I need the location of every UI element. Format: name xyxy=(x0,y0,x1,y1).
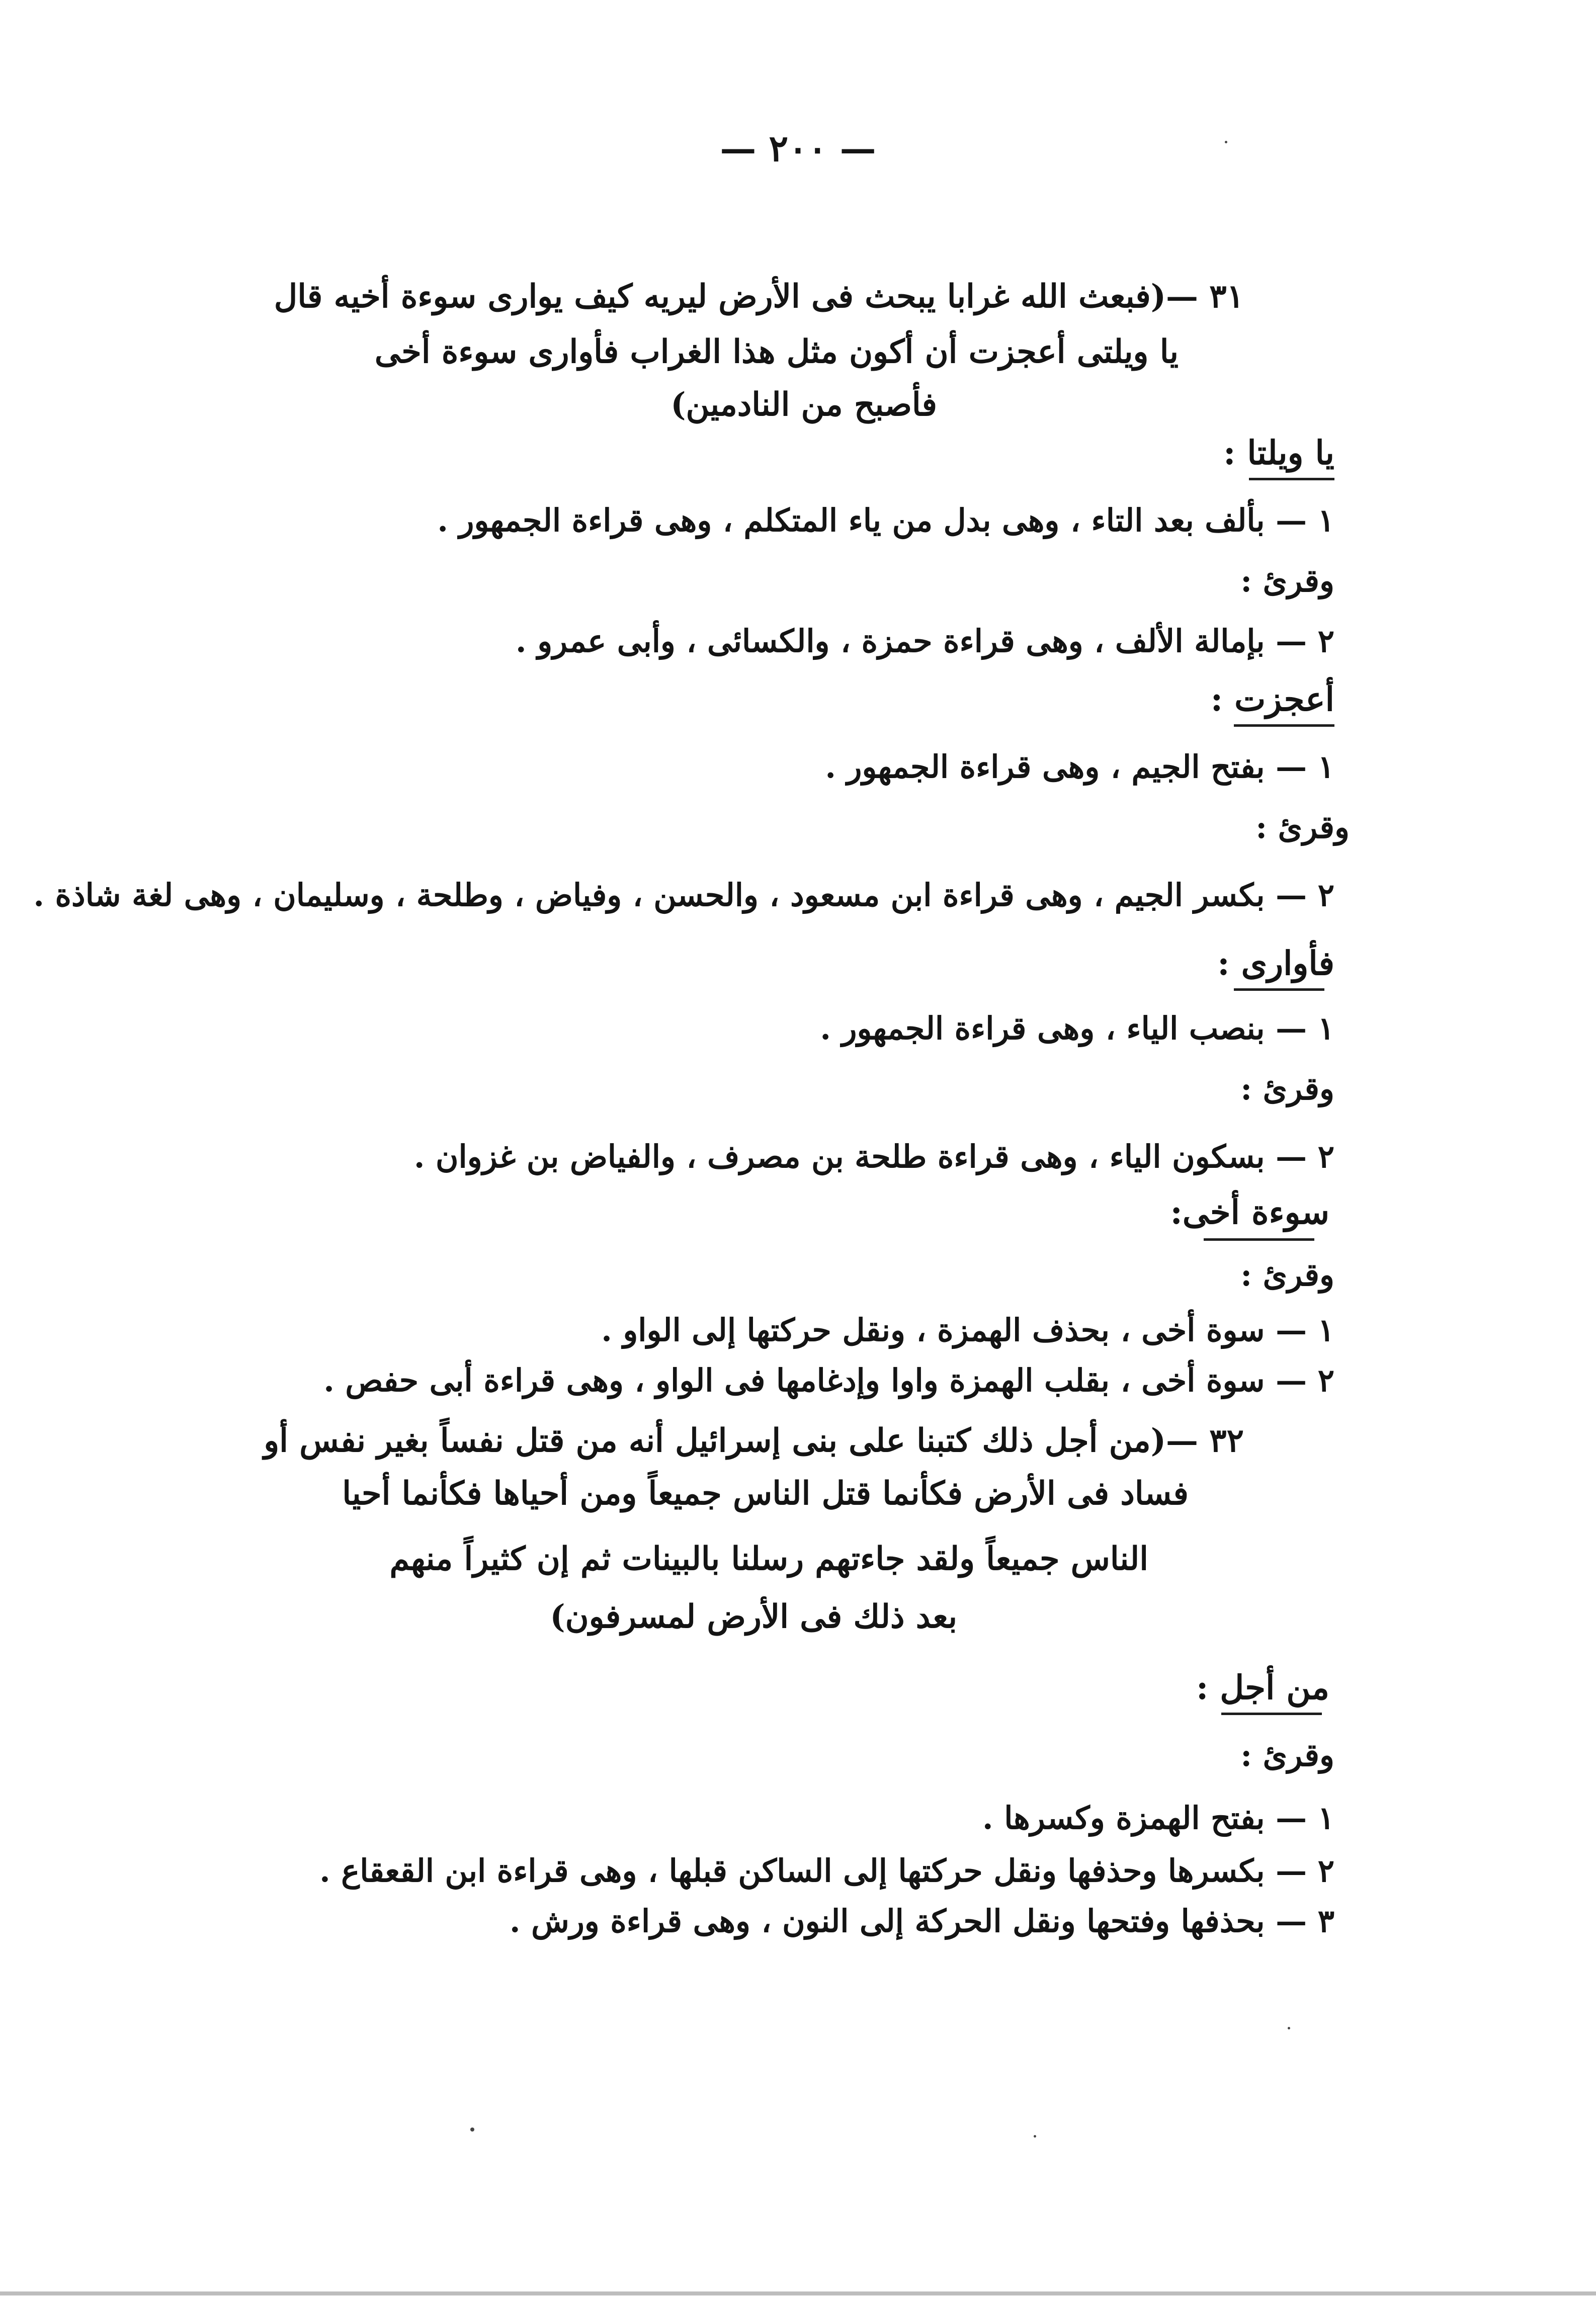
heading-underline xyxy=(1234,988,1324,991)
scan-speck xyxy=(1225,141,1227,143)
qurie-label: وقرئ : xyxy=(1240,562,1334,599)
heading-ajazt: أعجزت : xyxy=(1210,679,1334,719)
heading-underline xyxy=(1204,1238,1314,1241)
heading-min-ajl: من أجل : xyxy=(1196,1668,1329,1707)
verse-31-line-2: يا ويلتى أعجزت أن أكون مثل هذا الغراب فأوارى سوءة أخى xyxy=(374,333,1179,371)
verse-32-line-2: فساد فى الأرض فكأنما قتل الناس جميعاً ومن أحياها فكأنما أحيا xyxy=(342,1475,1189,1512)
qurie-label: وقرئ : xyxy=(1240,1070,1334,1107)
verse-31-line-1: ٣١ —(فبعث الله غرابا يبحث فى الأرض ليريه كيف يوارى سوءة أخيه قال xyxy=(274,278,1244,315)
qurie-label: وقرئ : xyxy=(1240,1737,1334,1773)
heading-underline xyxy=(1221,1713,1322,1715)
verse-32-line-3: الناس جميعاً ولقد جاءتهم رسلنا بالبينات ثم إن كثيراً منهم xyxy=(389,1540,1148,1578)
heading-ya-waylata: يا ويلتا : xyxy=(1223,433,1334,472)
note-line: ٢ — بإمالة الألف ، وهى قراءة حمزة ، والكسائى ، وأبى عمرو . xyxy=(516,623,1334,659)
qurie-label: وقرئ : xyxy=(1255,809,1350,845)
heading-saw-at-akhi: سوءة أخى: xyxy=(1170,1193,1329,1232)
heading-underline xyxy=(1234,724,1334,727)
page-number: — ٢٠٠ — xyxy=(720,127,876,169)
note-line: ٢ — بكسر الجيم ، وهى قراءة ابن مسعود ، والحسن ، وفياض ، وطلحة ، وسليمان ، وهى لغة شاذة . xyxy=(33,877,1334,913)
verse-31-line-3: فأصبح من النادمين) xyxy=(670,386,937,423)
scan-speck xyxy=(470,2128,474,2132)
scan-bottom-edge xyxy=(0,2291,1596,2295)
note-line: ١ — بفتح الجيم ، وهى قراءة الجمهور . xyxy=(825,748,1334,785)
scan-speck xyxy=(1288,2027,1290,2029)
note-line: ٣ — بحذفها وفتحها ونقل الحركة إلى النون ، وهى قراءة ورش . xyxy=(509,1903,1334,1939)
note-line: ١ — بفتح الهمزة وكسرها . xyxy=(982,1800,1334,1836)
note-line: ٢ — سوة أخى ، بقلب الهمزة واوا وإدغامها فى الواو ، وهى قراءة أبى حفص . xyxy=(323,1362,1334,1399)
heading-fa-uwari: فأوارى : xyxy=(1217,944,1334,983)
qurie-label: وقرئ : xyxy=(1240,1256,1334,1293)
heading-underline xyxy=(1249,478,1334,480)
note-line: ٢ — بكسرها وحذفها ونقل حركتها إلى الساكن قبلها ، وهى قراءة ابن القعقاع . xyxy=(319,1852,1334,1889)
verse-32-line-1: ٣٢ —(من أجل ذلك كتبنا على بنى إسرائيل أنه من قتل نفساً بغير نفس أو xyxy=(264,1422,1244,1460)
verse-32-line-4: بعد ذلك فى الأرض لمسرفون) xyxy=(550,1598,957,1636)
note-line: ١ — بألف بعد التاء ، وهى بدل من ياء المتكلم ، وهى قراءة الجمهور . xyxy=(437,502,1334,539)
note-line: ١ — سوة أخى ، بحذف الهمزة ، ونقل حركتها إلى الواو . xyxy=(601,1312,1334,1348)
note-line: ١ — بنصب الياء ، وهى قراءة الجمهور . xyxy=(820,1010,1334,1047)
scan-speck xyxy=(1034,2135,1036,2138)
note-line: ٢ — بسكون الياء ، وهى قراءة طلحة بن مصرف ، والفياض بن غزوان . xyxy=(413,1138,1334,1175)
